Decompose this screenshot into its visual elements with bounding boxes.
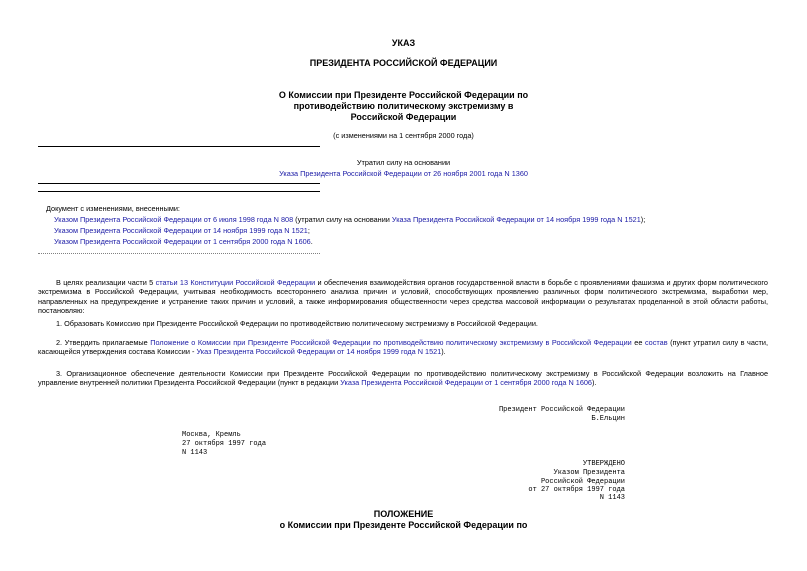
divider (38, 183, 320, 184)
changes-item-2 (54, 226, 310, 235)
paragraph-text: В целях реализации части 5 (56, 278, 156, 287)
changes-text: ); (640, 215, 646, 224)
amendment-link[interactable]: Указа Президента Российской Федерации от 1 сентября 2000 года N 1606 (340, 378, 592, 388)
void-notice-link-row (0, 169, 807, 178)
paragraph-text: ). (592, 378, 597, 388)
changes-item-1 (54, 215, 774, 224)
decree-subject-line1: О Комиссии при Президенте Российской Федерации по (278, 90, 529, 100)
paragraph-text: ). (441, 347, 446, 357)
changes-header: Документ с изменениями, внесенными: (46, 204, 180, 213)
changes-text: (утратил силу на основании (293, 215, 392, 224)
amendment-note: (с изменениями на 1 сентября 2000 года) (333, 131, 474, 140)
signature-title: Президент Российской Федерации (498, 406, 625, 414)
amendment-link[interactable]: Указом Президента Российской Федерации от 6 июля 1998 года N 808 (54, 215, 294, 224)
signature-name: Б.Ельцин (591, 415, 625, 423)
amendment-link[interactable]: Указом Президента Российской Федерации от 14 ноября 1999 года N 1521 (54, 226, 308, 235)
void-notice: Утратил силу на основании (356, 158, 451, 167)
date: 27 октября 1997 года (182, 440, 267, 448)
approved-line: N 1143 (599, 494, 625, 502)
paragraph-text: 2. Утвердить прилагаемые (56, 338, 151, 347)
regulation-subtitle: о Комиссии при Президенте Российской Федерации по (279, 520, 528, 530)
place: Москва, Кремль (182, 431, 241, 439)
approved-line: от 27 октября 1997 года (528, 486, 625, 494)
clause-3 (38, 369, 768, 388)
clause-1: 1. Образовать Комиссию при Президенте Российской Федерации по противодействию политическому экстремизму в Российской Федерации. (56, 319, 538, 328)
decree-subject-line2: противодействию политическому экстремизму в (293, 101, 514, 111)
approved-line: Указом Президента (553, 469, 625, 477)
changes-text: . (310, 237, 313, 246)
constitution-link[interactable]: статьи 13 Конституции Российской Федерации (155, 278, 316, 287)
paragraph-text: и обеспечения взаимодействия органов государственной власти в борьбе с проявлениями фашизма и других форм политического экстремизма в Российской Федерации, учитывая необходимость всестороннего анализа причин и условий, способствующих проявлению различных форм политического экстремизма, выработки мер, направленных на предупреждение и устранение таких причин и условий, а также информирования общественности через средства массовой информации о результатах проделанной в этой области работы, постановляю: (38, 278, 768, 316)
regulation-link[interactable]: Положение о Комиссии при Президенте Российской Федерации по противодействию политическому экстремизму в Российской Федерации (150, 338, 632, 347)
divider (38, 191, 320, 192)
amendment-link[interactable]: Указ Президента Российской Федерации от 14 ноября 1999 года N 1521 (196, 347, 442, 357)
paragraph-text: ее (631, 338, 645, 347)
void-decree-link[interactable]: Указа Президента Российской Федерации от 26 ноября 2001 года N 1360 (279, 169, 528, 178)
clause-2 (38, 338, 768, 357)
amendment-link[interactable]: Указа Президента Российской Федерации от 14 ноября 1999 года N 1521 (391, 215, 641, 224)
composition-link[interactable]: состав (644, 338, 668, 347)
decree-title: УКАЗ (391, 38, 416, 48)
divider (38, 146, 320, 147)
paragraph-text: (пункт утратил силу в части, касающейся утверждения состава Комиссии - (38, 338, 768, 357)
preamble-paragraph (38, 278, 768, 316)
approved-label: УТВЕРЖДЕНО (582, 460, 625, 468)
decree-subject-line3: Российской Федерации (350, 112, 457, 122)
decree-issuer: ПРЕЗИДЕНТА РОССИЙСКОЙ ФЕДЕРАЦИИ (309, 58, 498, 68)
changes-text: ; (307, 226, 310, 235)
amendment-link[interactable]: Указом Президента Российской Федерации от 1 сентября 2000 года N 1606 (54, 237, 311, 246)
regulation-title: ПОЛОЖЕНИЕ (373, 509, 434, 519)
divider (38, 253, 320, 254)
changes-item-3 (54, 237, 313, 246)
approved-line: Российской Федерации (540, 478, 625, 486)
decree-number: N 1143 (182, 449, 208, 457)
paragraph-text: 3. Организационное обеспечение деятельности Комиссии при Президенте Российской Федерации по противодействию политическому экстремизму в Российской Федерации возложить на Главное управление внутренней политики Президента Российской Федерации (пункт в редакции (38, 369, 768, 388)
